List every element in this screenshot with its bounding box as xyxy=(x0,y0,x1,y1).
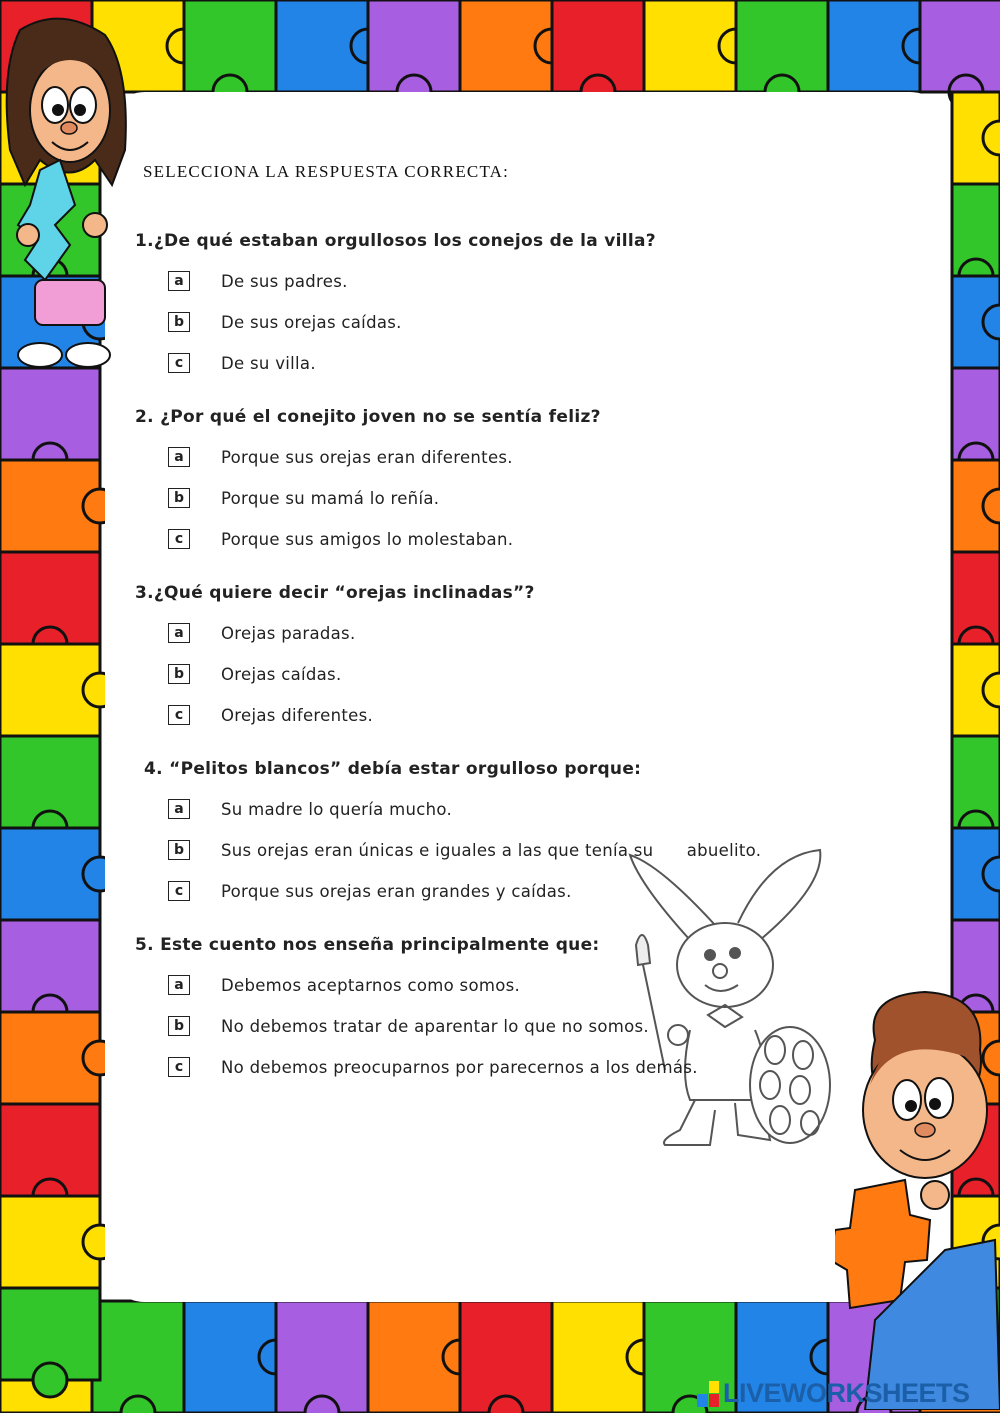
option-text: De su villa. xyxy=(221,353,316,373)
puzzle-piece xyxy=(0,644,117,736)
option-checkbox[interactable]: c xyxy=(168,705,190,725)
option-text: Orejas caídas. xyxy=(221,664,342,684)
question-1: 1.¿De qué estaban orgullosos los conejos de la villa? xyxy=(135,231,656,251)
worksheet-title: SELECCIONA LA RESPUESTA CORRECTA: xyxy=(143,162,510,181)
liveworksheets-logo[interactable] xyxy=(697,1378,970,1409)
puzzle-piece xyxy=(952,460,1000,552)
puzzle-piece xyxy=(0,1288,100,1397)
option-checkbox[interactable]: c xyxy=(168,1057,190,1077)
option-checkbox[interactable]: a xyxy=(168,271,190,291)
option-text: Sus orejas eran únicas e iguales a las que tenía su abuelito. xyxy=(221,840,762,860)
option-checkbox[interactable]: c xyxy=(168,881,190,901)
puzzle-piece xyxy=(0,1196,117,1288)
option-1c[interactable] xyxy=(168,351,316,375)
option-4c[interactable] xyxy=(168,879,572,903)
option-text: No debemos preocuparnos por parecernos a los demás. xyxy=(221,1057,698,1077)
bunny-painter-icon xyxy=(620,845,835,1150)
puzzle-piece xyxy=(952,828,1000,920)
option-checkbox[interactable]: a xyxy=(168,623,190,643)
option-text: De sus padres. xyxy=(221,271,348,291)
option-text: Porque sus orejas eran grandes y caídas. xyxy=(221,881,572,901)
option-1b[interactable] xyxy=(168,310,402,334)
puzzle-piece xyxy=(0,1012,117,1104)
option-2b[interactable] xyxy=(168,486,439,510)
puzzle-piece xyxy=(952,276,1000,368)
option-checkbox[interactable]: b xyxy=(168,488,190,508)
option-checkbox[interactable]: b xyxy=(168,312,190,332)
option-text: Porque su mamá lo reñía. xyxy=(221,488,440,508)
puzzle-piece xyxy=(952,644,1000,736)
option-3c[interactable] xyxy=(168,703,373,727)
question-4: 4. “Pelitos blancos” debía estar orgulloso porque: xyxy=(144,759,642,779)
option-2a[interactable] xyxy=(168,445,513,469)
option-checkbox[interactable]: a xyxy=(168,975,190,995)
liveworksheets-logo-icon xyxy=(697,1381,719,1407)
option-text: No debemos tratar de aparentar lo que no somos. xyxy=(221,1016,649,1036)
option-checkbox[interactable]: b xyxy=(168,664,190,684)
option-checkbox[interactable]: b xyxy=(168,840,190,860)
logo-text: LIVEWORKSHEETS xyxy=(723,1378,970,1408)
option-checkbox[interactable]: c xyxy=(168,529,190,549)
puzzle-piece xyxy=(0,828,117,920)
option-5c[interactable] xyxy=(168,1055,698,1079)
puzzle-piece xyxy=(276,1301,368,1413)
question-2: 2. ¿Por qué el conejito joven no se sentía feliz? xyxy=(135,407,601,427)
option-text: Porque sus amigos lo molestaban. xyxy=(221,529,514,549)
option-3a[interactable] xyxy=(168,621,356,645)
option-text: De sus orejas caídas. xyxy=(221,312,402,332)
puzzle-piece xyxy=(0,460,117,552)
option-text: Porque sus orejas eran diferentes. xyxy=(221,447,513,467)
option-1a[interactable] xyxy=(168,269,348,293)
option-checkbox[interactable]: a xyxy=(168,799,190,819)
option-checkbox[interactable]: a xyxy=(168,447,190,467)
puzzle-piece xyxy=(92,1301,184,1413)
question-3: 3.¿Qué quiere decir “orejas inclinadas”? xyxy=(135,583,535,603)
option-2c[interactable] xyxy=(168,527,513,551)
puzzle-piece xyxy=(460,1301,552,1413)
option-checkbox[interactable]: c xyxy=(168,353,190,373)
option-3b[interactable] xyxy=(168,662,342,686)
option-text: Orejas diferentes. xyxy=(221,705,374,725)
boy-character-icon xyxy=(835,990,1000,1410)
option-4a[interactable] xyxy=(168,797,452,821)
option-text: Su madre lo quería mucho. xyxy=(221,799,452,819)
option-text: Debemos aceptarnos como somos. xyxy=(221,975,521,995)
option-checkbox[interactable]: b xyxy=(168,1016,190,1036)
question-5: 5. Este cuento nos enseña principalmente que: xyxy=(135,935,600,955)
girl-character-icon xyxy=(0,10,140,380)
option-text: Orejas paradas. xyxy=(221,623,356,643)
option-5a[interactable] xyxy=(168,973,520,997)
option-5b[interactable] xyxy=(168,1014,649,1038)
puzzle-piece xyxy=(952,92,1000,184)
